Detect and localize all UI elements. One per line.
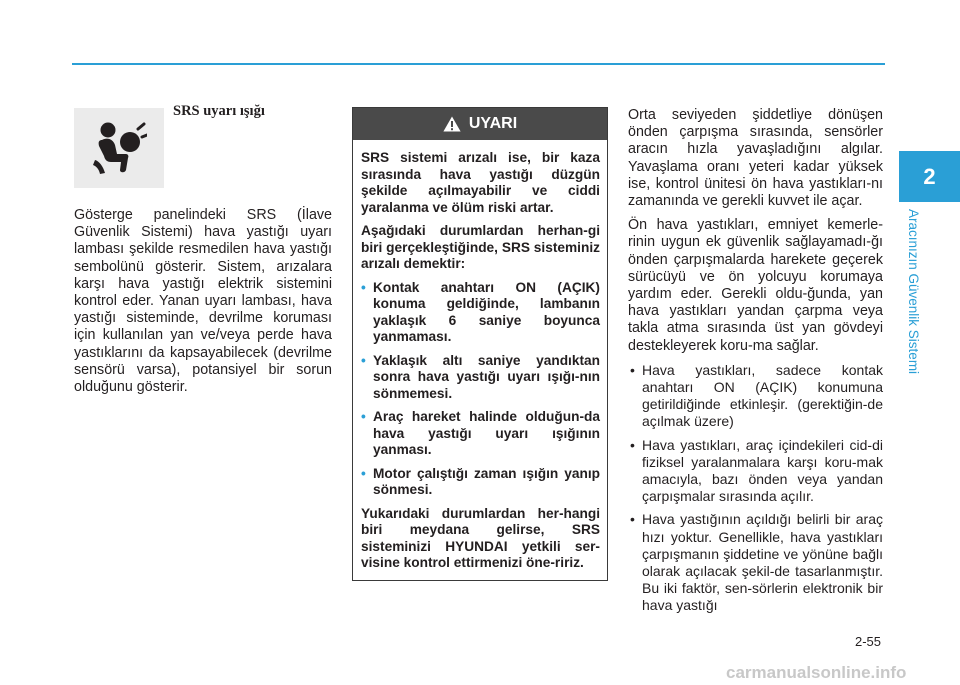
bullet-icon: •	[630, 361, 635, 378]
bullet-icon: •	[361, 465, 366, 481]
warning-item-text: Araç hareket halinde olduğun-da hava yastığı uyarı ışığının yanması.	[373, 409, 600, 457]
top-rule	[72, 63, 885, 65]
warning-body	[353, 140, 607, 572]
bullet-icon: •	[361, 409, 366, 424]
warning-triangle-icon	[443, 116, 461, 132]
warning-item-text: Yaklaşık altı saniye yandıktan sonra hava yastığı uyarı ışığı-nın sönmemesi.	[373, 352, 600, 401]
right-item-text: Hava yastıkları, araç içindekileri cid-di fiziksel yaralanmalara karşı koru-mak amacıyla, bazı önden veya yandan çarpışmalar sırasında açılır.	[642, 436, 883, 505]
right-column	[628, 107, 883, 621]
warning-list	[361, 280, 600, 499]
right-paragraph: Ön hava yastıkları, emniyet kemerle-rinin uygun ek güvenlik sağlayamadı-ğı önden çarpışmalarda harekete geçerek sürücüyü ve ön yolcuyu korumaya yardım eder. Gerekli oldu-ğunda, yan hava yastıkları yandan çarpma veya takla atma sırasında üst yan gövdeyi destekleyerek koru-ma sağlar.	[628, 217, 883, 354]
page-number: 2-55	[855, 634, 882, 649]
airbag-icon-box	[74, 108, 164, 188]
right-bullet-list	[628, 362, 883, 615]
chapter-title-vertical	[893, 205, 933, 405]
chapter-title: Aracınızın Güvenlik Sistemi	[906, 209, 921, 375]
warning-item-text: Motor çalıştığı zaman ışığın yanıp sönmesi.	[373, 465, 600, 497]
bullet-icon: •	[630, 436, 635, 453]
right-list-item	[628, 437, 883, 506]
chapter-tab	[899, 151, 960, 202]
right-item-text: Hava yastıkları, sadece kontak anahtarı ON (AÇIK) konumuna getirildiğinde etkinleşir. (gerektiğin-de açılmak üzere)	[642, 361, 883, 430]
warning-title: UYARI	[468, 115, 518, 132]
bullet-icon: •	[361, 352, 366, 368]
warning-list-item	[361, 466, 600, 499]
airbag-warning-icon	[93, 120, 147, 176]
warning-closing: Yukarıdaki durumlardan her-hangi biri meydana gelirse, SRS sisteminizi HYUNDAI yetkili ser-visine kontrol ettirmenizi öne-ririz.	[361, 505, 600, 570]
right-item-text: Hava yastığının açıldığı belirli bir araç hızı yoktur. Genellikle, hava yastıkları çarpışmanın şiddetine ve yönüne bağlı olarak açılacak şekil-de tasarlanmıştır. Bu iki faktör, sen-sörlerin elektronik bir hava yastığı	[642, 511, 883, 614]
warning-intro: SRS sistemi arızalı ise, bir kaza sırasında hava yastığı düzgün şekilde açılmayabilir ve ciddi yaralanma ve ölüm riski artar.	[361, 150, 600, 215]
warning-item-text: Kontak anahtarı ON (AÇIK) konuma geldiğinde, lambanın yaklaşık 6 saniye boyunca yanmaması.	[373, 279, 600, 344]
left-column-paragraph: Gösterge panelindeki SRS (İlave Güvenlik Sistemi) hava yastığı uyarı lambası şekilde resmedilen hava yastığı sembolünü gösterir. Sistem, arızalara karşı hava yastığı elektrik sistemini kontrol eder. Yanan uyarı lambası, hava yastığı sisteminde, devrilme koruması için kullanılan yan ve/veya perde hava yastıklarını da kapsayabilecek (devrilme sensörü varsa), potansiyel bir sorun olduğunu gösterir.	[74, 207, 332, 396]
warning-list-item	[361, 409, 600, 459]
warning-box	[352, 107, 608, 581]
watermark: carmanualsonline.info	[726, 663, 907, 682]
warning-lead: Aşağıdaki durumlardan herhan-gi biri gerçekleştiğinde, SRS sisteminiz arızalı demektir:	[361, 223, 600, 271]
right-paragraph: Orta seviyeden şiddetliye dönüşen önden çarpışma sırasında, sensörler aracın hızla yavaşladığını algılar. Yavaşlama oranı yeteri kadar yüksek ise, kontrol ünitesi ön hava yastıkları-nı zamanında ve gerekli kuvvet ile açar.	[628, 107, 883, 210]
warning-list-item	[361, 280, 600, 346]
chapter-number: 2	[923, 163, 936, 189]
section-heading: SRS uyarı ışığı	[173, 103, 265, 119]
right-list-item	[628, 362, 883, 431]
warning-list-item	[361, 353, 600, 403]
bullet-icon: •	[630, 511, 635, 528]
right-list-item	[628, 511, 883, 614]
bullet-icon: •	[361, 279, 366, 295]
warning-header	[353, 108, 607, 140]
